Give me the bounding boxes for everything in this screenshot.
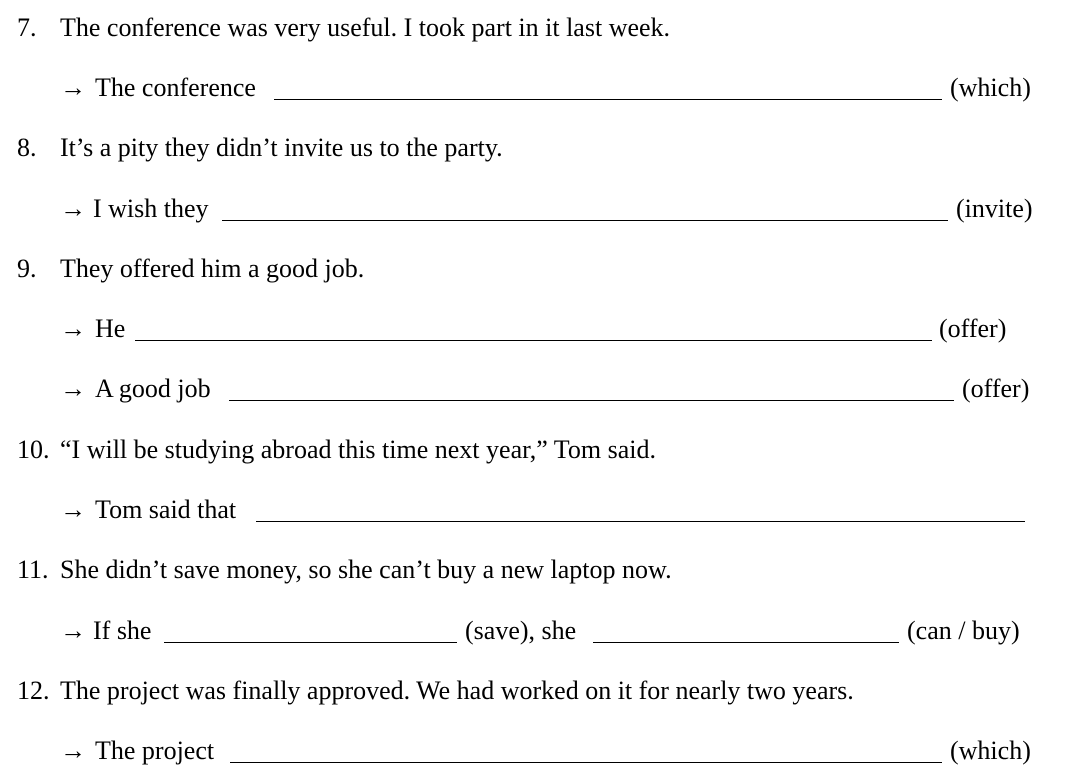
question-text: They offered him a good job. <box>60 254 365 283</box>
question-number: 11. <box>17 555 49 584</box>
answer-blank[interactable] <box>593 642 899 643</box>
question-text: The project was finally approved. We had worked on it for nearly two years. <box>60 676 854 705</box>
answer-blank[interactable] <box>135 340 932 341</box>
arrow-icon: → <box>60 616 86 645</box>
question-text: She didn’t save money, so she can’t buy a new laptop now. <box>60 555 672 584</box>
answer-blank[interactable] <box>229 400 954 401</box>
question-number: 7. <box>17 13 37 42</box>
question-text: The conference was very useful. I took part in it last week. <box>60 13 671 42</box>
question-number: 10. <box>17 435 50 464</box>
hint-text: (offer) <box>939 314 1007 343</box>
answer-blank[interactable] <box>164 642 457 643</box>
arrow-icon: → <box>60 374 86 403</box>
rewrite-lead: A good job <box>95 374 211 403</box>
hint-text: (which) <box>950 736 1031 765</box>
rewrite-lead: The conference <box>95 73 256 102</box>
answer-blank[interactable] <box>256 521 1025 522</box>
arrow-icon: → <box>60 194 86 223</box>
rewrite-lead: The project <box>95 736 215 765</box>
question-text: “I will be studying abroad this time next year,” Tom said. <box>60 435 656 464</box>
question-number: 12. <box>17 676 50 705</box>
hint-text: (which) <box>950 73 1031 102</box>
rewrite-lead: He <box>95 314 126 343</box>
answer-blank[interactable] <box>230 762 942 763</box>
arrow-icon: → <box>60 73 86 102</box>
rewrite-lead: I wish they <box>93 194 209 223</box>
question-number: 9. <box>17 254 37 283</box>
answer-blank[interactable] <box>274 99 942 100</box>
hint-text: (save), she <box>465 616 577 645</box>
arrow-icon: → <box>60 736 86 765</box>
arrow-icon: → <box>60 495 86 524</box>
rewrite-lead: Tom said that <box>95 495 237 524</box>
question-text: It’s a pity they didn’t invite us to the party. <box>60 133 503 162</box>
hint-text: (can / buy) <box>907 616 1020 645</box>
hint-text: (offer) <box>962 374 1030 403</box>
answer-blank[interactable] <box>222 220 948 221</box>
hint-text: (invite) <box>956 194 1033 223</box>
rewrite-lead: If she <box>93 616 152 645</box>
question-number: 8. <box>17 133 37 162</box>
arrow-icon: → <box>60 314 86 343</box>
